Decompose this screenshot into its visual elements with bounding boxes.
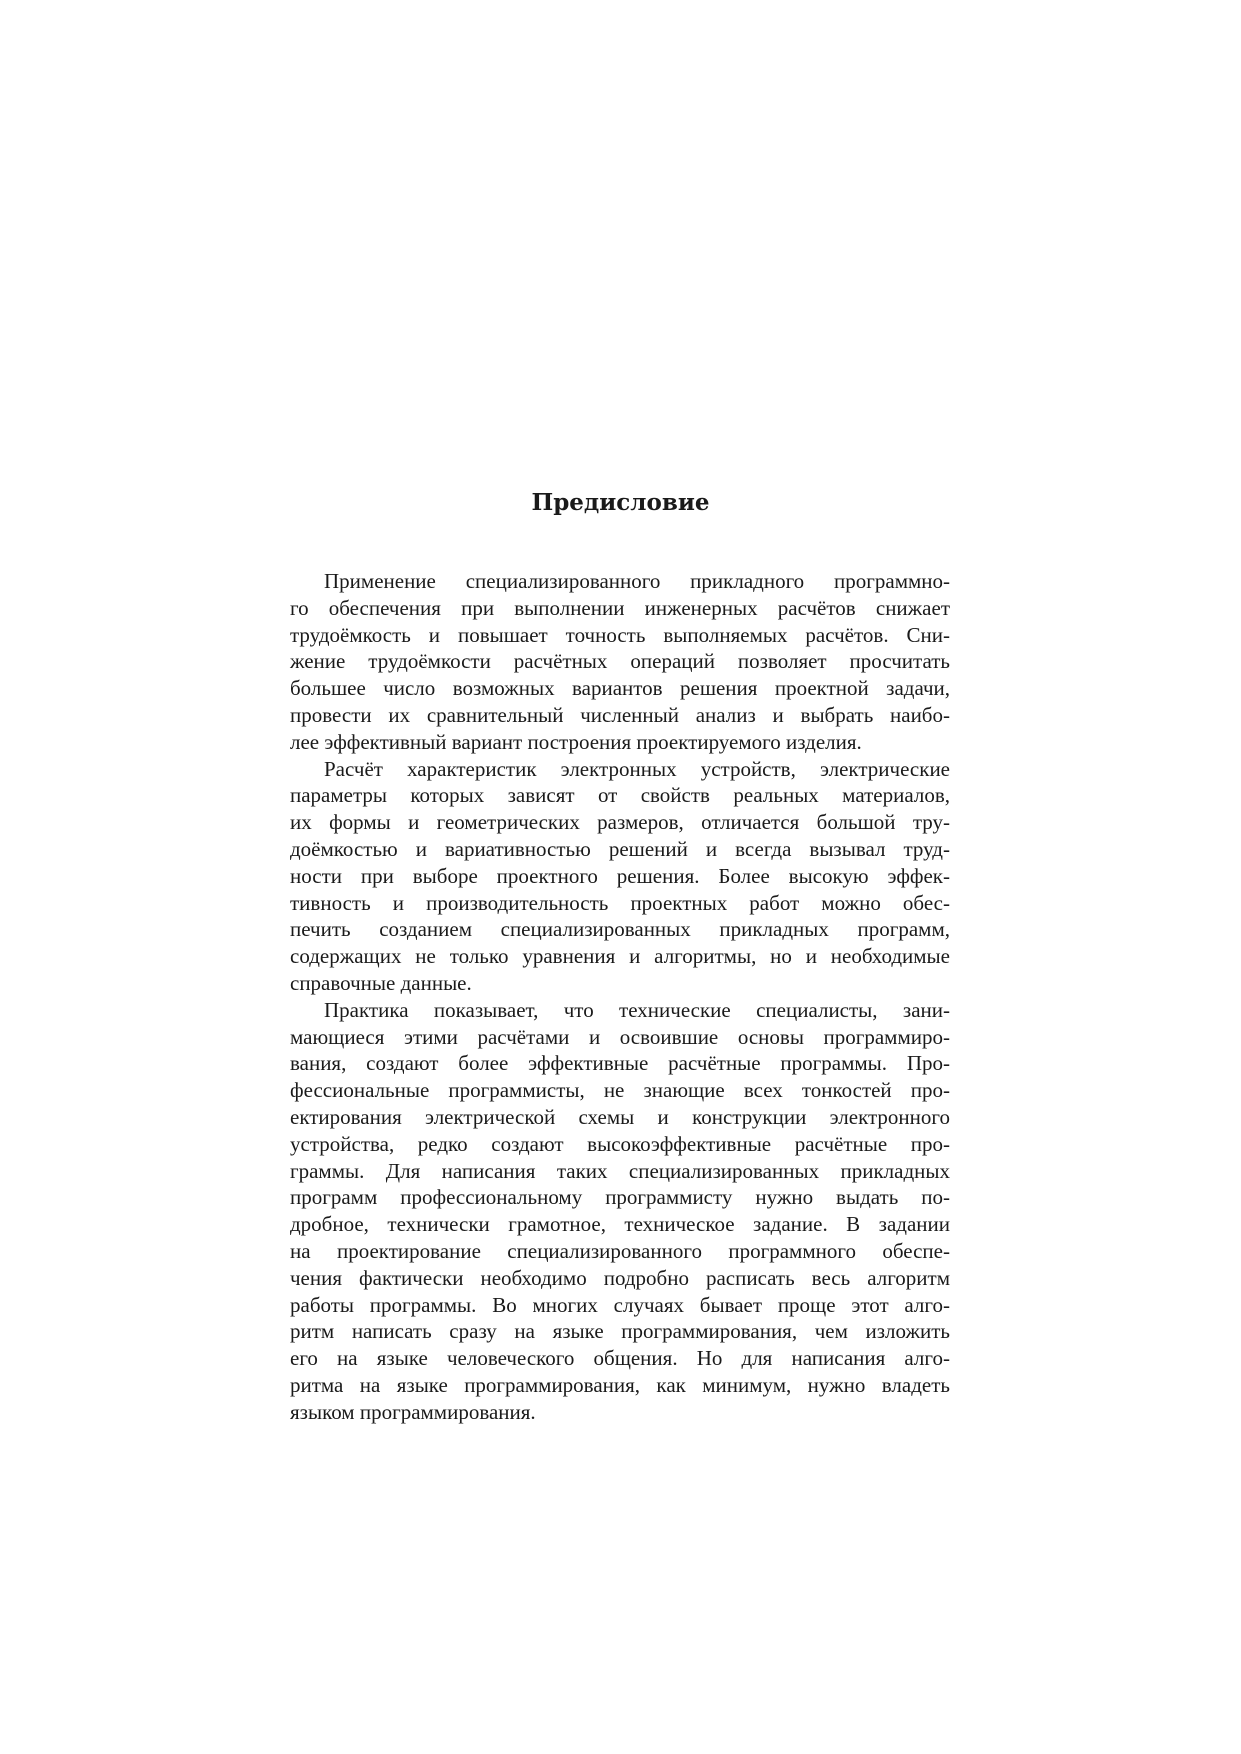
text-line: их формы и геометрических размеров, отличается большой тру- bbox=[290, 810, 950, 835]
text-line: трудоёмкость и повышает точность выполняемых расчётов. Сни- bbox=[290, 622, 950, 647]
text-line: справочные данные. bbox=[290, 970, 472, 995]
text-line: работы программы. Во многих случаях бывает проще этот алго- bbox=[290, 1292, 950, 1317]
text-line: тивность и производительность проектных работ можно обес- bbox=[290, 890, 950, 915]
text-line: ности при выборе проектного решения. Более высокую эффек- bbox=[290, 863, 950, 888]
text-line: программ профессиональному программисту нужно выдать по- bbox=[290, 1185, 950, 1210]
paragraph-3 bbox=[290, 997, 950, 1426]
text-line: Практика показывает, что технические специалисты, зани- bbox=[324, 997, 950, 1022]
text-line: ритма на языке программирования, как минимум, нужно владеть bbox=[290, 1372, 950, 1397]
text-line: ритм написать сразу на языке программирования, чем изложить bbox=[290, 1319, 950, 1344]
text-line: мающиеся этими расчётами и освоившие основы программиро- bbox=[290, 1024, 950, 1049]
text-line: языком программирования. bbox=[290, 1399, 536, 1424]
text-line: печить созданием специализированных прикладных программ, bbox=[290, 917, 950, 942]
text-line: параметры которых зависят от свойств реальных материалов, bbox=[290, 783, 950, 808]
text-line: Расчёт характеристик электронных устройств, электрические bbox=[324, 756, 950, 781]
text-line: провести их сравнительный численный анализ и выбрать наибо- bbox=[290, 702, 950, 727]
text-line: го обеспечения при выполнении инженерных расчётов снижает bbox=[290, 595, 950, 620]
text-line: устройства, редко создают высокоэффективные расчётные про- bbox=[290, 1131, 950, 1156]
paragraph-1 bbox=[290, 568, 950, 756]
text-line: жение трудоёмкости расчётных операций позволяет просчитать bbox=[290, 649, 950, 674]
text-line: Применение специализированного прикладного программно- bbox=[324, 569, 950, 593]
text-line: доёмкостью и вариативностью решений и всегда вызывал труд- bbox=[290, 836, 950, 861]
text-line: содержащих не только уравнения и алгоритмы, но и необходимые bbox=[290, 944, 950, 969]
page-title: Предисловие bbox=[531, 489, 710, 516]
text-line: вания, создают более эффективные расчётные программы. Про- bbox=[290, 1051, 950, 1076]
text-line: на проектирование специализированного программного обеспе- bbox=[290, 1238, 950, 1263]
text-line: лее эффективный вариант построения проектируемого изделия. bbox=[290, 729, 862, 754]
text-line: ектирования электрической схемы и конструкции электронного bbox=[290, 1104, 950, 1129]
paragraph-2 bbox=[290, 756, 950, 997]
text-line: граммы. Для написания таких специализированных прикладных bbox=[290, 1158, 950, 1183]
text-line: дробное, технически грамотное, техническое задание. В задании bbox=[290, 1212, 950, 1237]
text-line: большее число возможных вариантов решения проектной задачи, bbox=[290, 676, 950, 701]
preface-body bbox=[290, 568, 950, 1426]
text-line: чения фактически необходимо подробно расписать весь алгоритм bbox=[290, 1265, 950, 1290]
text-line: фессиональные программисты, не знающие всех тонкостей про- bbox=[290, 1078, 950, 1103]
text-line: его на языке человеческого общения. Но для написания алго- bbox=[290, 1346, 950, 1371]
